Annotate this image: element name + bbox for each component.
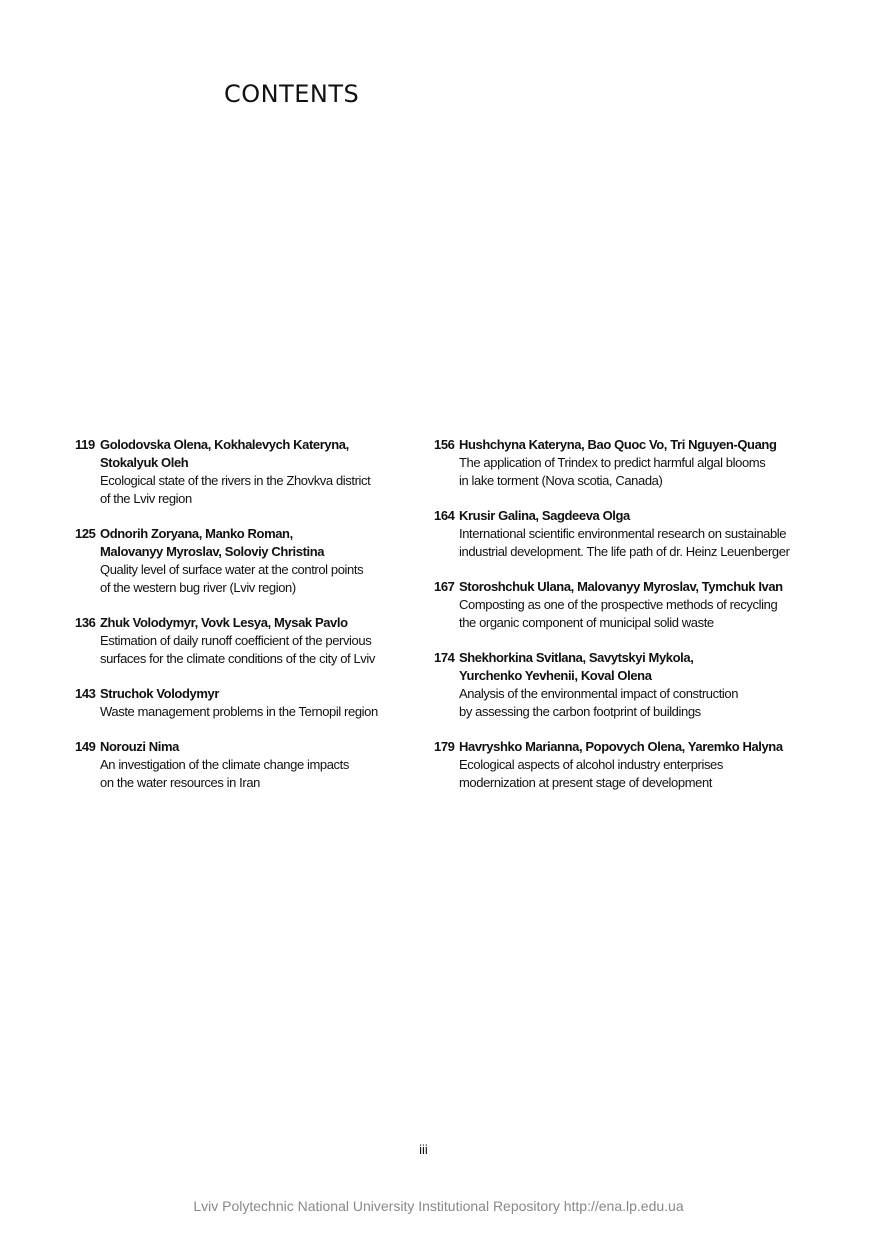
page-title: CONTENTS [224, 80, 360, 108]
toc-entry[interactable] [434, 578, 814, 632]
toc-article-title: Estimation of daily runoff coefficient of the pervious surfaces for the climate conditions of the city of Lviv [100, 633, 375, 666]
toc-page-number: 156 [434, 437, 455, 452]
toc-page-number: 174 [434, 650, 455, 665]
repository-footer: Lviv Polytechnic National University Institutional Repository http://ena.lp.edu.ua [193, 1198, 684, 1214]
toc-article-title: Ecological aspects of alcohol industry enterprises modernization at present stage of development [459, 757, 723, 790]
toc-authors: Hushchyna Kateryna, Bao Quoc Vo, Tri Nguyen-Quang [459, 437, 777, 452]
toc-entry[interactable] [75, 436, 395, 508]
toc-page-number: 125 [75, 526, 96, 541]
toc-authors: Zhuk Volodymyr, Vovk Lesya, Mysak Pavlo [100, 615, 348, 630]
toc-authors: Krusir Galina, Sagdeeva Olga [459, 508, 630, 523]
toc-authors: Struchok Volodymyr [100, 686, 219, 701]
toc-entry[interactable] [75, 685, 395, 721]
toc-authors: Odnorih Zoryana, Manko Roman, Malovanyy Myroslav, Soloviy Christina [100, 526, 325, 559]
toc-authors: Storoshchuk Ulana, Malovanyy Myroslav, Tymchuk Ivan [459, 579, 783, 594]
toc-article-title: Analysis of the environmental impact of construction by assessing the carbon footprint of buildings [459, 686, 739, 719]
toc-article-title: Waste management problems in the Ternopil region [100, 704, 378, 719]
toc-entry[interactable] [434, 436, 814, 490]
toc-page-number: 164 [434, 508, 455, 523]
toc-page-number: 179 [434, 739, 455, 754]
page-number: iii [419, 1142, 428, 1157]
toc-page-number: 149 [75, 739, 96, 754]
toc-authors: Norouzi Nima [100, 739, 179, 754]
contents-right-column [434, 436, 814, 809]
toc-entry[interactable] [75, 738, 395, 792]
toc-entry[interactable] [434, 507, 814, 561]
toc-page-number: 136 [75, 615, 96, 630]
toc-page-number: 143 [75, 686, 96, 701]
contents-left-column [75, 436, 395, 809]
toc-article-title: The application of Trindex to predict harmful algal blooms in lake torment (Nova scotia, Canada) [459, 455, 766, 488]
toc-entry[interactable] [434, 738, 814, 792]
toc-entry[interactable] [75, 614, 395, 668]
toc-authors: Shekhorkina Svitlana, Savytskyi Mykola, Yurchenko Yevhenii, Koval Olena [459, 650, 694, 683]
toc-article-title: Ecological state of the rivers in the Zhovkva district of the Lviv region [100, 473, 371, 506]
toc-article-title: Quality level of surface water at the control points of the western bug river (Lviv region) [100, 562, 364, 595]
toc-entry[interactable] [434, 649, 814, 721]
toc-authors: Havryshko Marianna, Popovych Olena, Yaremko Halyna [459, 739, 783, 754]
toc-page-number: 119 [75, 437, 95, 452]
toc-article-title: Composting as one of the prospective methods of recycling the organic component of municipal solid waste [459, 597, 778, 630]
toc-article-title: An investigation of the climate change impacts on the water resources in Iran [100, 757, 349, 790]
toc-authors: Golodovska Olena, Kokhalevych Kateryna, Stokalyuk Oleh [100, 437, 349, 470]
toc-article-title: International scientific environmental research on sustainable industrial development. The life path of dr. Heinz Leuenberger [459, 526, 790, 559]
toc-page-number: 167 [434, 579, 455, 594]
toc-entry[interactable] [75, 525, 395, 597]
